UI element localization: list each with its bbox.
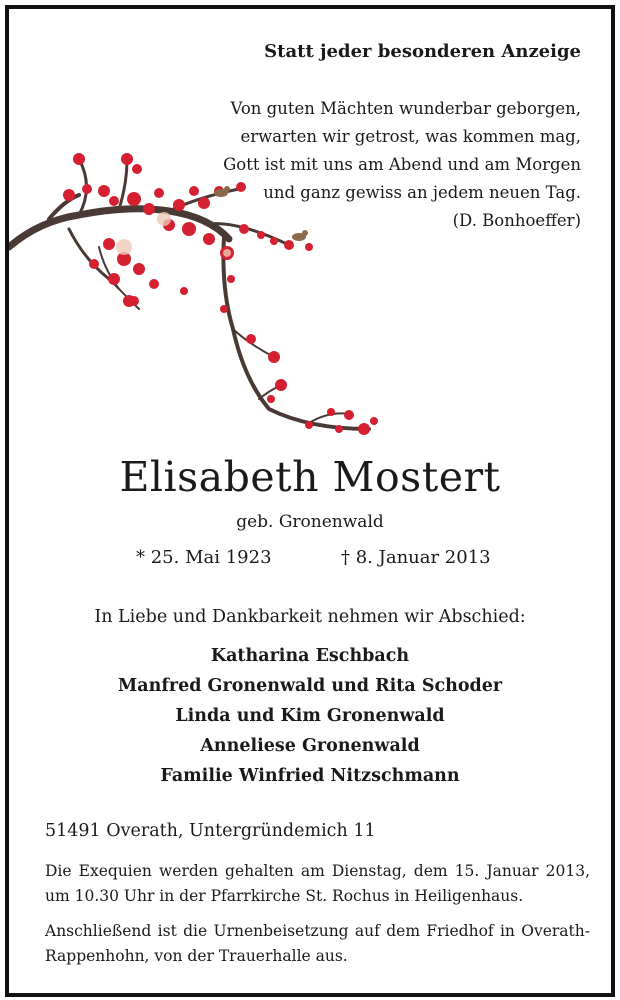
funeral-service-info: Die Exequien werden gehalten am Dienstag, dem 15. Januar 2013, um 10.30 Uhr in der Pfarrkirche St. Rochus in Heiligenhaus. <box>45 862 590 905</box>
deceased-name: Elisabeth Mostert <box>119 453 501 501</box>
mourner-name: Manfred Gronenwald und Rita Schoder <box>117 676 503 696</box>
plum-blossom-branch-icon <box>9 129 389 449</box>
mourner-name: Katharina Eschbach <box>210 646 410 666</box>
poem-line: erwarten wir getrost, was kommen mag, <box>240 127 581 146</box>
notice-header: Statt jeder besonderen Anzeige <box>264 41 581 62</box>
poem-line: und ganz gewiss an jedem neuen Tag. <box>263 183 581 202</box>
mourner-name: Anneliese Gronenwald <box>200 736 420 756</box>
urn-burial-info: Anschließend ist die Urnenbeisetzung auf dem Friedhof in Overath-Rappenhohn, von der Trauerhalle aus. <box>45 922 590 965</box>
mourner-list <box>9 641 611 791</box>
birth-date: * 25. Mai 1923 <box>136 547 272 568</box>
mourner-name: Familie Winfried Nitzschmann <box>160 766 460 786</box>
obituary-frame <box>5 5 615 997</box>
family-address: 51491 Overath, Untergründemich 11 <box>45 821 376 841</box>
poem-line: Gott ist mit uns am Abend und am Morgen <box>223 155 581 174</box>
poem-author: (D. Bonhoeffer) <box>452 211 581 230</box>
maiden-name: geb. Gronenwald <box>236 512 384 532</box>
mourner-name: Linda und Kim Gronenwald <box>175 706 445 726</box>
poem-line: Von guten Mächten wunderbar geborgen, <box>230 99 581 118</box>
death-date: † 8. Januar 2013 <box>341 547 491 568</box>
farewell-line: In Liebe und Dankbarkeit nehmen wir Abschied: <box>94 607 526 627</box>
